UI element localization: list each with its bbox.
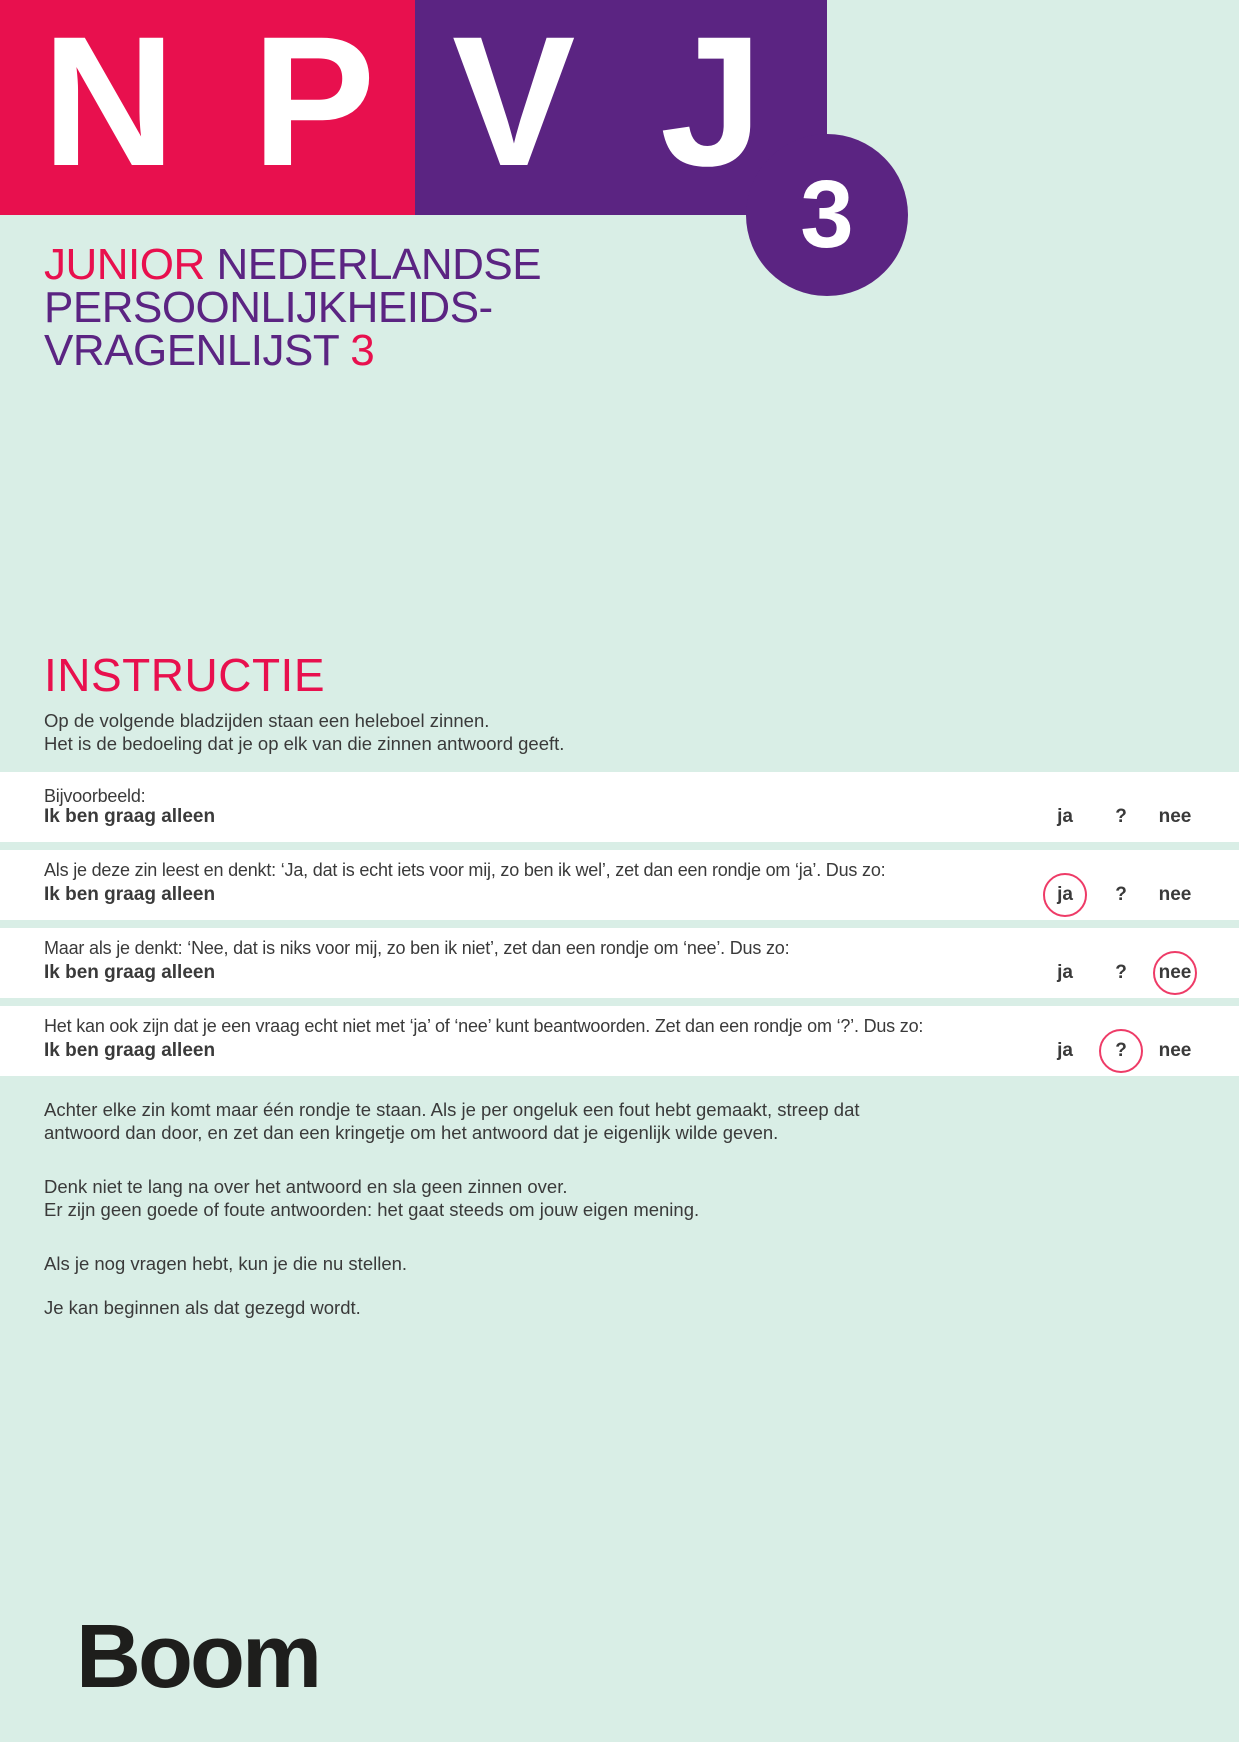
answer-option-nee[interactable]: nee (1158, 806, 1192, 827)
example-row-3 (0, 928, 1239, 998)
boom-publisher-logo: Boom (76, 1607, 319, 1707)
answer-option-question[interactable]: ? (1115, 962, 1127, 983)
answer-option-ja[interactable]: ja (1057, 962, 1073, 983)
version-badge-number: 3 (800, 161, 854, 268)
answer-option-question[interactable]: ? (1115, 806, 1127, 827)
instructie-intro (44, 709, 564, 755)
title-line-1: JUNIOR NEDERLANDSE (44, 240, 542, 289)
example-row-4 (0, 1006, 1239, 1076)
example-4-intro: Het kan ook zijn dat je een vraag echt niet met ‘ja’ of ‘nee’ kunt beantwoorden. Zet dan een rondje om ‘?’. Dus zo: (44, 1016, 924, 1036)
example-1-intro: Bijvoorbeeld: (44, 786, 146, 806)
closing-instructions (44, 1098, 860, 1350)
paragraph-no-skipping: Denk niet te lang na over het antwoord en sla geen zinnen over. Er zijn geen goede of foute antwoorden: het gaat steeds om jouw eigen mening. (44, 1176, 700, 1220)
answer-option-question[interactable]: ? (1115, 884, 1127, 905)
intro-line-1: Op de volgende bladzijden staan een heleboel zinnen. (44, 710, 490, 731)
example-row-2 (0, 850, 1239, 920)
logo-letter-j: J (660, 0, 763, 205)
example-4-sentence: Ik ben graag alleen (44, 1040, 216, 1061)
paragraph-questions: Als je nog vragen hebt, kun je die nu stellen. (44, 1253, 408, 1274)
example-3-sentence: Ik ben graag alleen (44, 962, 216, 983)
instructie-heading: INSTRUCTIE (44, 649, 325, 701)
bottom-white-strip (0, 1742, 1239, 1754)
version-badge-circle (746, 134, 908, 296)
answer-option-ja-circled[interactable]: ja (1033, 882, 1097, 908)
logo-letter-v: V (452, 0, 576, 205)
example-2-intro: Als je deze zin leest en denkt: ‘Ja, dat is echt iets voor mij, zo ben ik wel’, zet dan een rondje om ‘ja’. Dus zo: (44, 860, 886, 880)
logo-letter-n: N (42, 0, 176, 205)
example-3-intro: Maar als je denkt: ‘Nee, dat is niks voor mij, zo ben ik niet’, zet dan een rondje om ‘nee’. Dus zo: (44, 938, 790, 958)
example-2-sentence: Ik ben graag alleen (44, 884, 216, 905)
answer-option-nee[interactable]: nee (1158, 1040, 1192, 1061)
answer-option-nee-circled[interactable]: nee (1143, 960, 1207, 986)
example-row-1 (0, 772, 1239, 842)
document-title (44, 240, 542, 375)
answer-option-ja[interactable]: ja (1057, 806, 1073, 827)
paragraph-start: Je kan beginnen als dat gezegd wordt. (44, 1297, 361, 1318)
title-line-2: PERSOONLIJKHEIDS- (44, 283, 493, 332)
intro-line-2: Het is de bedoeling dat je op elk van die zinnen antwoord geeft. (44, 733, 565, 754)
answer-option-ja[interactable]: ja (1057, 1040, 1073, 1061)
paragraph-correction: Achter elke zin komt maar één rondje te staan. Als je per ongeluk een fout hebt gemaakt, streep dat antwoord dan door, en zet dan een kringetje om het antwoord dat je eigenlijk wilde geven. (44, 1099, 860, 1143)
answer-option-question-circled[interactable]: ? (1089, 1038, 1153, 1064)
answer-option-nee[interactable]: nee (1158, 884, 1192, 905)
logo-letter-p: P (252, 0, 376, 205)
example-1-sentence: Ik ben graag alleen (44, 806, 216, 827)
title-line-3: VRAGENLIJST 3 (44, 326, 375, 375)
